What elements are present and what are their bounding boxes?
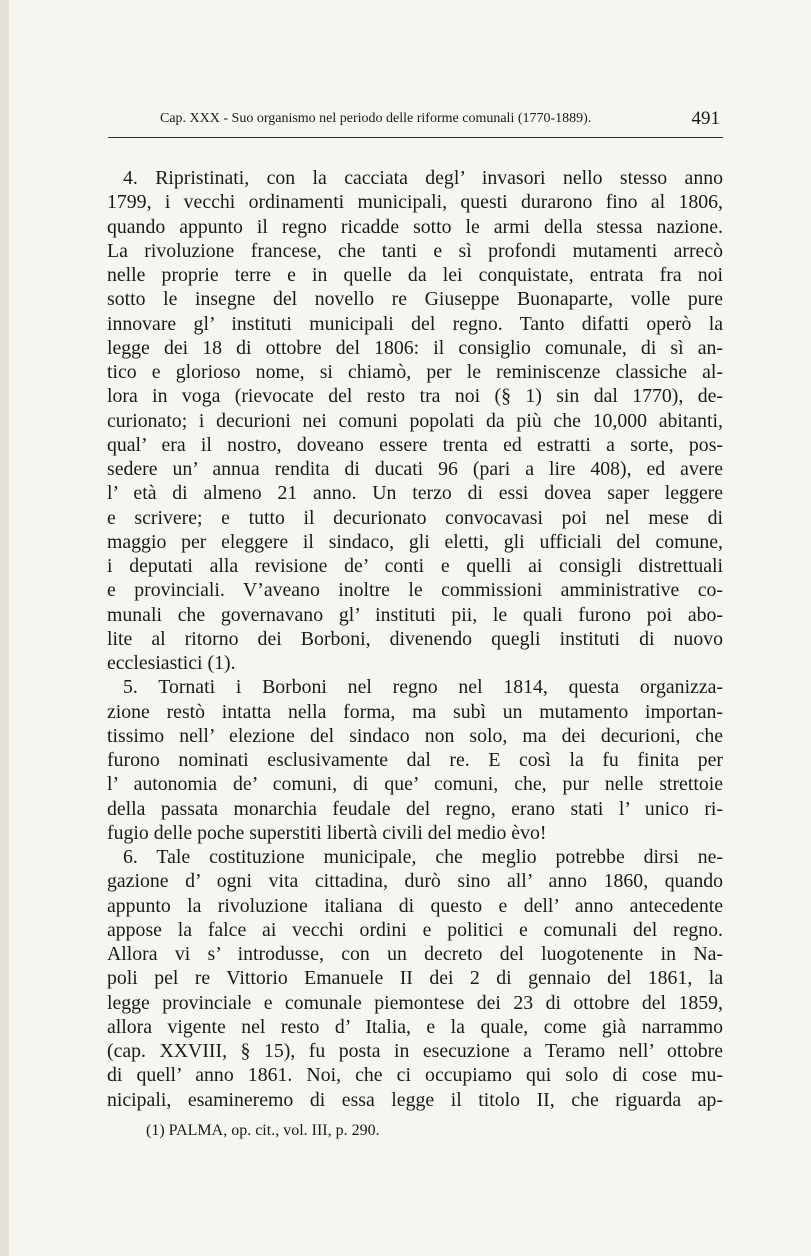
text-line: nicipali, esamineremo di essa legge il titolo II, che riguarda ap-: [107, 1088, 723, 1111]
text-line: legge provinciale e comunale piemontese dei 23 di ottobre del 1859,: [107, 991, 723, 1014]
chapter-title: Cap. XXX - Suo organismo nel periodo delle riforme comunali (1770-1889).: [160, 111, 592, 126]
text-line: gazione d’ ogni vita cittadina, durò sino all’ anno 1860, quando: [107, 870, 723, 893]
text-line: fugio delle poche superstiti libertà civili del medio èvo!: [107, 821, 547, 844]
text-line: ecclesiastici (1).: [107, 652, 236, 674]
header-rule: [108, 137, 723, 138]
text-line: lora in voga (rievocate del resto tra noi (§ 1) sin dal 1770), de-: [107, 385, 723, 408]
text-line: nelle proprie terre e in quelle da lei conquistate, entrata fra noi: [107, 264, 723, 286]
text-line: di quell’ anno 1861. Noi, che ci occupiamo qui solo di cose mu-: [107, 1064, 723, 1087]
text-line: La rivoluzione francese, che tanti e sì profondi mutamenti arrecò: [107, 239, 723, 262]
footnote: (1) PALMA, op. cit., vol. III, p. 290.: [146, 1122, 380, 1139]
text-line: tissimo nell’ elezione del sindaco non solo, ma dei decurioni, che: [107, 724, 723, 747]
text-line: poli pel re Vittorio Emanuele II dei 2 di gennaio del 1861, la: [107, 967, 723, 990]
text-line: 5. Tornati i Borboni nel regno nel 1814, questa organizza-: [123, 676, 723, 699]
text-line: allora vigente nel resto d’ Italia, e la quale, come già narrammo: [107, 1015, 723, 1038]
text-line: sotto le insegne del novello re Giuseppe Buonaparte, volle pure: [107, 288, 723, 311]
text-line: e scrivere; e tutto il decurionato convocavasi poi nel mese di: [107, 506, 723, 529]
page-number: 491: [691, 108, 720, 129]
text-line: i deputati alla revisione de’ conti e quelli ai consigli distrettuali: [107, 555, 723, 577]
text-line: zione restò intatta nella forma, ma subì un mutamento importan-: [107, 700, 723, 723]
text-line: innovare gl’ instituti municipali del regno. Tanto difatti operò la: [107, 312, 723, 335]
text-line: l’ età di almeno 21 anno. Un terzo di essi dovea saper leggere: [107, 482, 723, 505]
text-line: 6. Tale costituzione municipale, che meglio potrebbe dirsi ne-: [123, 846, 723, 868]
text-line: e provinciali. V’aveano inoltre le commissioni amministrative co-: [107, 579, 723, 602]
text-line: curionato; i decurioni nei comuni popolati da più che 10,000 abitanti,: [107, 409, 723, 432]
page-left-edge: [0, 0, 9, 1256]
body-text: [107, 166, 723, 1112]
text-line: maggio per eleggere il sindaco, gli eletti, gli ufficiali del comune,: [107, 530, 723, 553]
text-line: Allora vi s’ introdusse, con un decreto del luogotenente in Na-: [107, 943, 723, 965]
text-line: sedere un’ annua rendita di ducati 96 (pari a lire 408), ed avere: [107, 458, 723, 480]
text-line: qual’ era il nostro, doveano essere trenta ed estratti a sorte, pos-: [107, 433, 723, 456]
text-line: appose la falce ai vecchi ordini e politici e comunali del regno.: [107, 918, 723, 941]
text-line: l’ autonomia de’ comuni, di que’ comuni, che, pur nelle strettoie: [107, 773, 723, 796]
text-line: appunto la rivoluzione italiana di questo e dell’ anno antecedente: [107, 894, 723, 917]
text-line: 1799, i vecchi ordinamenti municipali, questi durarono fino al 1806,: [107, 191, 723, 214]
text-line: legge dei 18 di ottobre del 1806: il consiglio comunale, di sì an-: [107, 336, 723, 359]
text-line: lite al ritorno dei Borboni, divenendo quegli instituti di nuovo: [107, 627, 723, 650]
text-line: quando appunto il regno ricadde sotto le armi della stessa nazione.: [107, 215, 723, 238]
text-line: furono nominati esclusivamente dal re. E così la fu finita per: [107, 749, 723, 771]
text-line: munali che governavano gl’ instituti pii, le quali furono poi abo-: [107, 603, 723, 626]
text-line: (cap. XXVIII, § 15), fu posta in esecuzione a Teramo nell’ ottobre: [107, 1040, 723, 1062]
text-line: della passata monarchia feudale del regno, erano stati l’ unico ri-: [107, 797, 723, 820]
text-line: tico e glorioso nome, si chiamò, per le reminiscenze classiche al-: [107, 361, 723, 383]
text-line: 4. Ripristinati, con la cacciata degl’ invasori nello stesso anno: [123, 167, 723, 189]
